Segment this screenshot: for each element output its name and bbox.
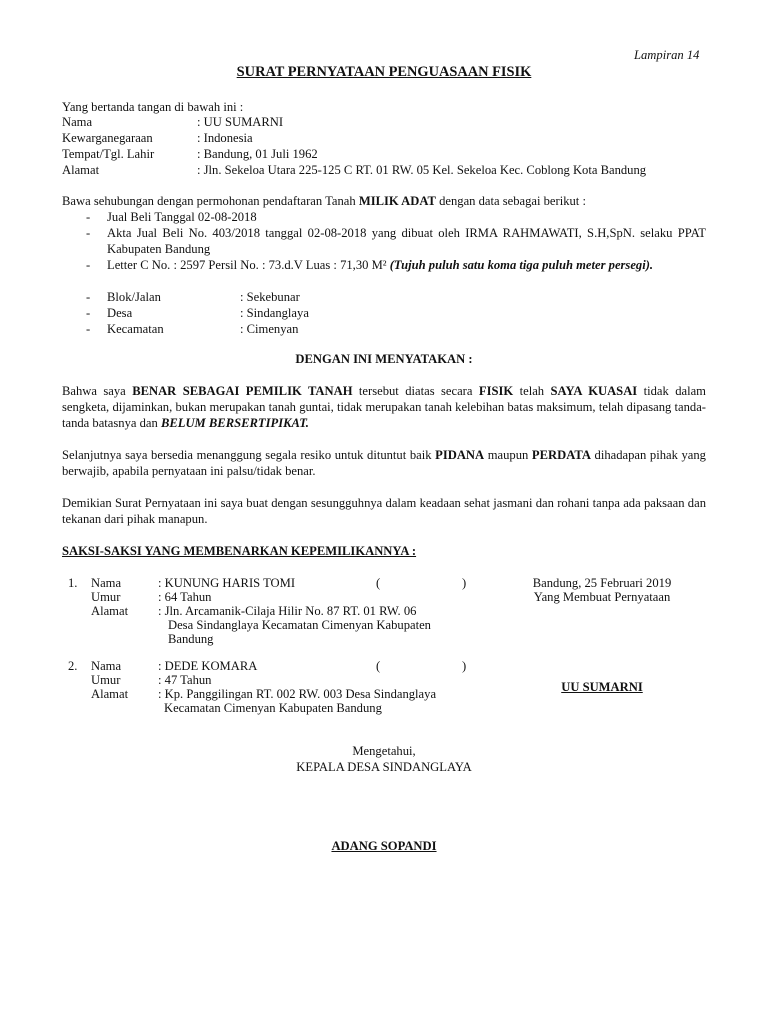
bullet-dash: - <box>86 258 91 272</box>
witness-2-name: : DEDE KOMARA <box>158 659 258 673</box>
witness-1-name-label: Nama <box>91 576 122 590</box>
item-blok-label: Blok/Jalan <box>107 290 161 304</box>
witness-2-signature-open: ( <box>376 659 381 673</box>
witness-1-age: : 64 Tahun <box>158 590 212 604</box>
document-title: SURAT PERNYATAAN PENGUASAAN FISIK <box>236 64 532 80</box>
witness-2-age: : 47 Tahun <box>158 673 212 687</box>
village-head-name: ADANG SOPANDI <box>331 839 437 853</box>
identity-nationality-value: : Indonesia <box>197 131 253 145</box>
witness-1-address-line-2: Desa Sindanglaya Kecamatan Cimenyan Kabupaten <box>168 618 431 632</box>
item-desa-value: : Sindanglaya <box>240 306 309 320</box>
item-akta: Akta Jual Beli No. 403/2018 tanggal 02-08-2018 yang dibuat oleh IRMA RAHMAWATI, S.H,SpN. selaku PPAT Kabupaten Bandung <box>107 226 706 256</box>
witness-1-address-line-3: Bandung <box>168 632 214 646</box>
identity-address-value: : Jln. Sekeloa Utara 225-125 C RT. 01 RW. 05 Kel. Sekeloa Kec. Coblong Kota Bandung <box>197 163 647 177</box>
witness-heading: SAKSI-SAKSI YANG MEMBENARKAN KEPEMILIKANNYA : <box>62 544 417 558</box>
item-kecamatan-value: : Cimenyan <box>240 322 299 336</box>
witness-2-address-line-2: Kecamatan Cimenyan Kabupaten Bandung <box>164 701 382 715</box>
identity-birth-label: Tempat/Tgl. Lahir <box>62 147 155 161</box>
witness-2-address-line-1: : Kp. Panggilingan RT. 002 RW. 003 Desa Sindanglaya <box>158 687 437 701</box>
item-desa-label: Desa <box>107 306 133 320</box>
witness-2-number: 2. <box>68 659 78 673</box>
identity-name-label: Nama <box>62 115 93 129</box>
bullet-dash: - <box>86 322 91 336</box>
acknowledged-label: Mengetahui, <box>352 744 416 758</box>
witness-2-signature-close: ) <box>462 659 467 673</box>
witness-1-name: : KUNUNG HARIS TOMI <box>158 576 296 590</box>
item-kecamatan-label: Kecamatan <box>107 322 164 336</box>
identity-birth-value: : Bandung, 01 Juli 1962 <box>197 147 318 161</box>
witness-1-age-label: Umur <box>91 590 121 604</box>
bullet-dash: - <box>86 290 91 304</box>
declaration-heading: DENGAN INI MENYATAKAN : <box>295 352 473 366</box>
witness-1-signature-open: ( <box>376 576 381 590</box>
signer-name: UU SUMARNI <box>561 680 643 694</box>
declaration-paragraph-2: Selanjutnya saya bersedia menanggung segala resiko untuk dituntut baik PIDANA maupun PERDATA dihadapan pihak yang berwajib, apabila pernyataan ini palsu/tidak benar. <box>62 448 706 478</box>
intro-text: Yang bertanda tangan di bawah ini : <box>62 100 244 114</box>
item-blok-value: : Sekebunar <box>240 290 300 304</box>
village-head-title: KEPALA DESA SINDANGLAYA <box>296 760 472 774</box>
witness-2-age-label: Umur <box>91 673 121 687</box>
sign-place-date: Bandung, 25 Februari 2019 <box>532 576 672 590</box>
land-intro: Bawa sehubungan dengan permohonan pendaftaran Tanah MILIK ADAT dengan data sebagai berikut : <box>62 194 586 208</box>
bullet-dash: - <box>86 210 91 224</box>
witness-1-signature-close: ) <box>462 576 467 590</box>
identity-address-label: Alamat <box>62 163 100 177</box>
attachment-label: Lampiran 14 <box>634 48 700 62</box>
witness-1-number: 1. <box>68 576 78 590</box>
item-letter-c: Letter C No. : 2597 Persil No. : 73.d.V Luas : 71,30 M² (Tujuh puluh satu koma tiga puluh meter persegi). <box>107 258 654 272</box>
identity-name-value: : UU SUMARNI <box>197 115 284 129</box>
witness-1-address-label: Alamat <box>91 604 129 618</box>
item-jual-beli: Jual Beli Tanggal 02-08-2018 <box>107 210 257 224</box>
witness-1-address-line-1: : Jln. Arcamanik-Cilaja Hilir No. 87 RT. 01 RW. 06 <box>158 604 417 618</box>
witness-2-address-label: Alamat <box>91 687 129 701</box>
declaration-paragraph-1: Bahwa saya BENAR SEBAGAI PEMILIK TANAH tersebut diatas secara FISIK telah SAYA KUASAI tidak dalam sengketa, dijaminkan, bukan merupakan tanah guntai, tidak merupakan tanah kelebihan batas maksimum, telah dipasang tanda-tanda batasnya dan BELUM BERSERTIPIKAT. <box>62 384 706 430</box>
witness-2-name-label: Nama <box>91 659 122 673</box>
identity-nationality-label: Kewarganegaraan <box>62 131 153 145</box>
declaration-paragraph-3: Demikian Surat Pernyataan ini saya buat dengan sesungguhnya dalam keadaan sehat jasmani dan rohani tanpa ada paksaan dan tekanan dari pihak manapun. <box>62 496 706 526</box>
sign-role: Yang Membuat Pernyataan <box>533 590 671 604</box>
bullet-dash: - <box>86 306 91 320</box>
bullet-dash: - <box>86 226 91 240</box>
